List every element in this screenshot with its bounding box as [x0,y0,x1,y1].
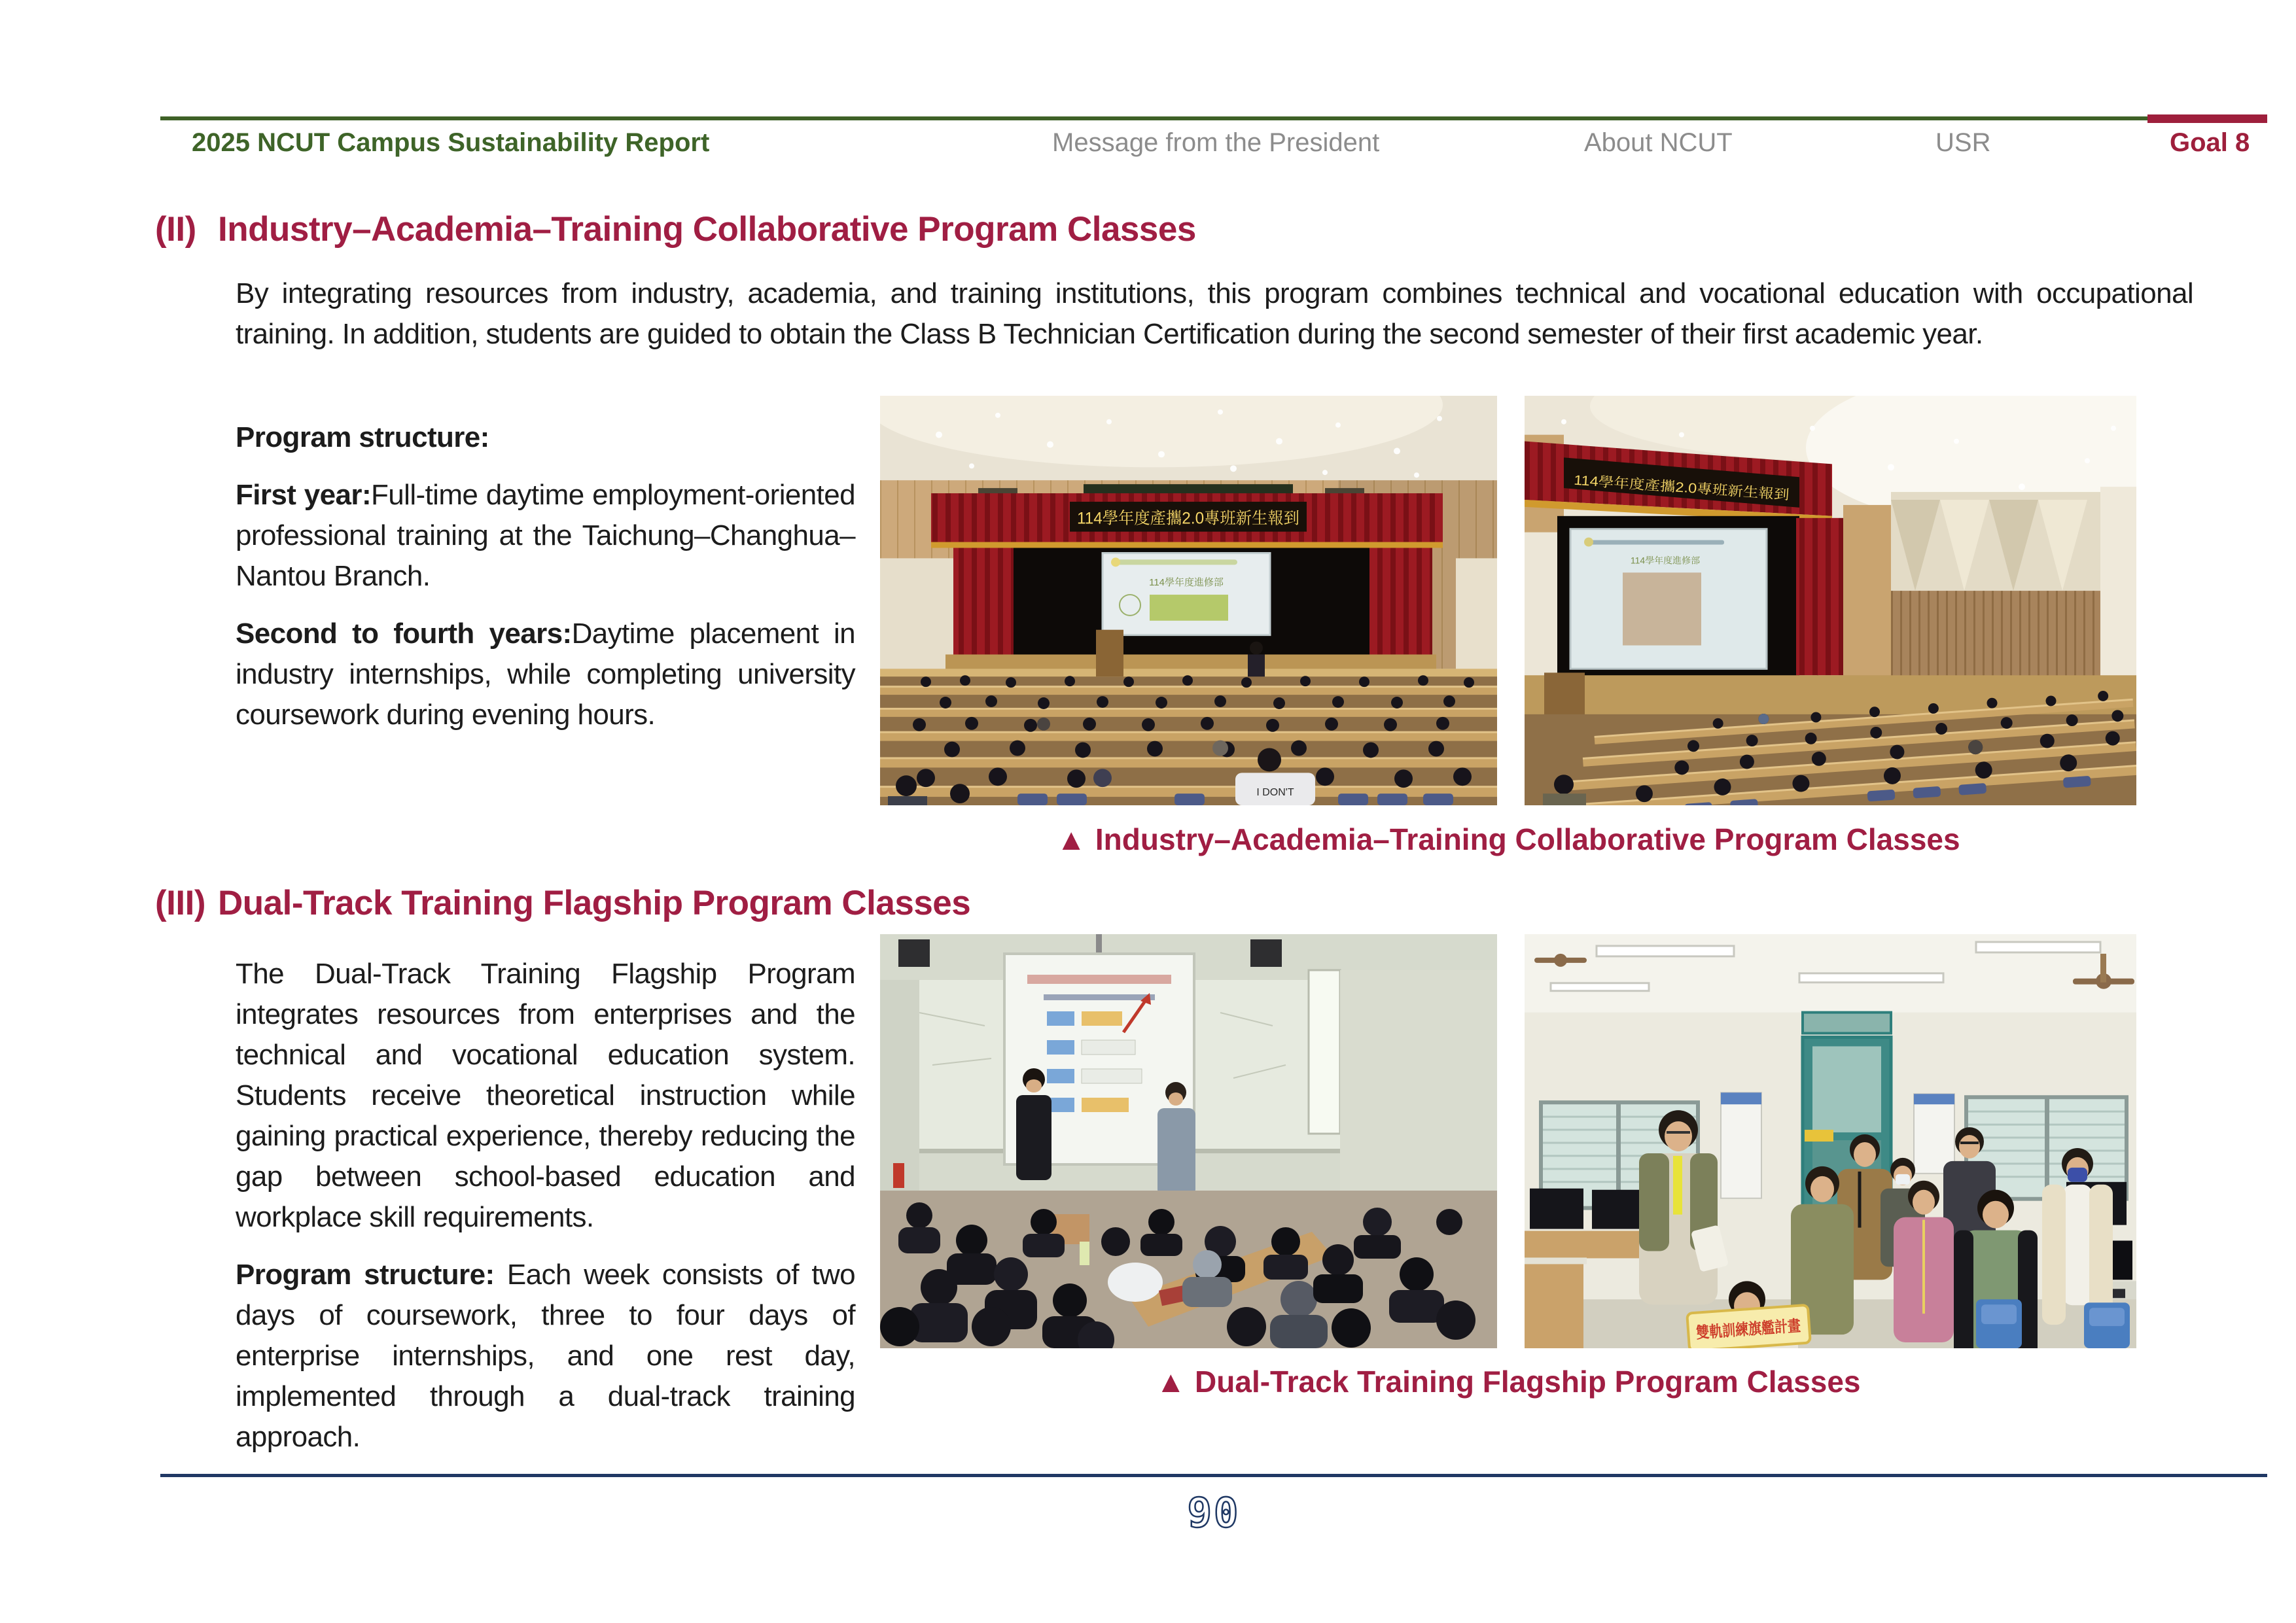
section2-left-column [236,417,855,735]
section2-numeral: (II) [155,210,196,249]
stage-banner-text-side: 114學年度產攜2.0專班新生報到 [1573,472,1766,501]
section2-heading [155,209,1196,249]
second-to-fourth-years-paragraph: Second to fourth years:Daytime placement in industry internships, while completing university coursework during evening hours. [236,618,855,731]
header-rule-green [160,116,2149,120]
triangle-up-icon: ▲ [1156,1365,1186,1399]
section3-left-column [236,954,855,1457]
section3-program-structure-paragraph: Program structure: Each week consists of two days of coursework, three to four days of enterprise internships, and one rest day, implemented through a dual-track training approach. [236,1259,855,1453]
footer-rule [160,1474,2267,1477]
page-number: 90 [1187,1489,1241,1537]
group-photo-illustration [1525,934,2136,1348]
auditorium-side-illustration [1525,396,2136,805]
photo-group-computer-classroom [1525,934,2136,1348]
program-structure-label: Program structure: [236,421,489,453]
classroom-lecture-illustration [880,934,1497,1348]
screen-slide-title: 114學年度進修部 [1149,577,1224,589]
auditorium-front-illustration [880,396,1497,805]
section3-title: Dual-Track Training Flagship Program Classes [218,884,971,922]
caption1-text: Industry–Academia–Training Collaborative Program Classes [1095,822,1960,856]
photo-classroom-lecture [880,934,1497,1348]
held-sign-text: 雙軌訓練旗艦計畫 [1695,1316,1822,1342]
photo-auditorium-side [1525,396,2136,805]
nav-goal-8[interactable]: Goal 8 [2170,128,2250,157]
nav-usr[interactable]: USR [1935,128,1991,157]
caption2-text: Dual-Track Training Flagship Program Classes [1195,1365,1861,1399]
header-rule-accent [2147,114,2267,123]
section2-title: Industry–Academia–Training Collaborative Program Classes [218,210,1196,249]
photo-auditorium-front [880,396,1497,805]
section3-body: The Dual-Track Training Flagship Program integrates resources from enterprises and the technical and vocational education system. Students receive theoretical instruction while gaining practical experience, thereby reducing the gap between school-based education and workplace skill requirements. [236,958,855,1233]
nav-about-ncut[interactable]: About NCUT [1584,128,1733,157]
screen-slide-title-side: 114學年度進修部 [1630,555,1701,566]
caption-industry-academia [880,822,2136,857]
first-year-paragraph: First year:Full-time daytime employment-oriented professional training at the Taichung–Changhua–Nantou Branch. [236,479,855,592]
nav-message-from-president[interactable]: Message from the President [1052,128,1380,157]
section3-heading [155,883,970,923]
section2-intro: By integrating resources from industry, academia, and training institutions, this program combines technical and vocational education with occupational training. In addition, students are guided to obtain the Class B Technician Certification during the second semester of their first academic year. [236,277,2193,350]
section3-numeral: (III) [155,884,205,922]
stage-banner-text: 114學年度產攜2.0專班新生報到 [1077,509,1299,528]
shirt-text: I DON'T [1256,787,1294,799]
triangle-up-icon: ▲ [1056,822,1086,856]
caption-dual-track [880,1364,2136,1399]
report-title: 2025 NCUT Campus Sustainability Report [192,128,710,157]
